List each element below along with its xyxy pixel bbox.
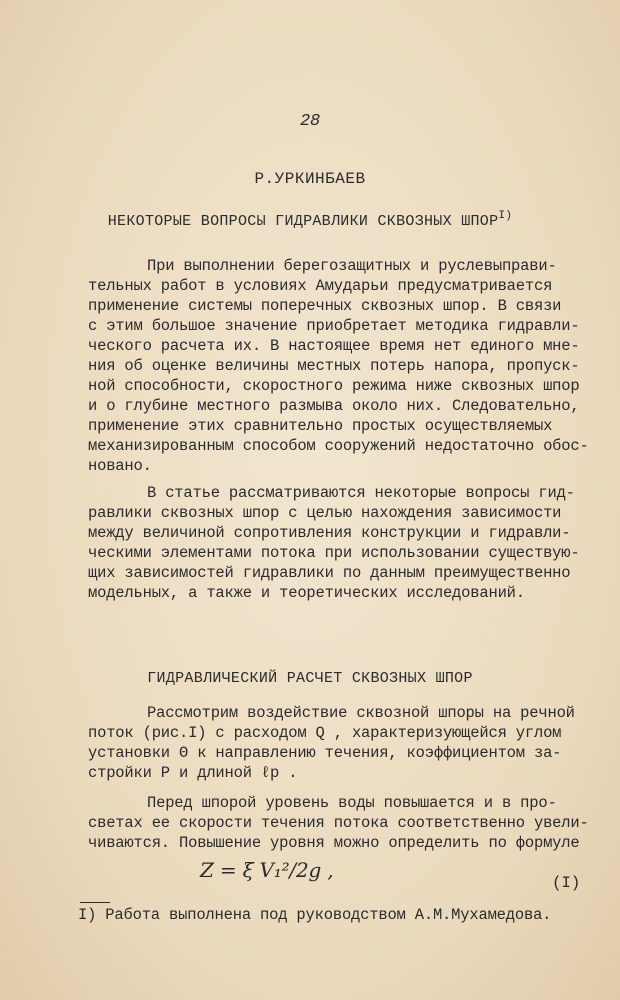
- para1-line: применение системы поперечных сквозных шпор. В связи: [88, 297, 562, 315]
- para1-line: применение этих сравнительно простых осуществляемых: [88, 417, 553, 435]
- para2-line: щих зависимостей гидравлики по данным преимущественно: [88, 564, 571, 582]
- footnote: I) Работа выполнена под руководством А.М.Мухамедова.: [78, 906, 552, 924]
- para1-line: ния об оценке величины местных потерь напора, пропуск-: [88, 357, 580, 375]
- formula: Z = ξ V₁²/2g ,: [200, 858, 334, 882]
- para2-line: равлики сквозных шпор с целью нахождения зависимости: [88, 504, 562, 522]
- para3-line: установки Θ к направлению течения, коэффициентом за-: [88, 744, 562, 762]
- para4-line: чиваются. Повышение уровня можно определить по формуле: [88, 834, 580, 852]
- para1-line: ческого расчета их. В настоящее время нет единого мне-: [88, 337, 580, 355]
- para1-line: новано.: [88, 457, 152, 475]
- para1-line: механизированным способом сооружений недостаточно обос-: [88, 437, 589, 455]
- para1-line: и о глубине местного размыва около них. Следовательно,: [88, 397, 580, 415]
- para3-line: поток (рис.I) с расходом Q , характеризующейся углом: [88, 724, 562, 742]
- formula-number: (I): [552, 874, 581, 892]
- article-title-text: НЕКОТОРЫЕ ВОПРОСЫ ГИДРАВЛИКИ СКВОЗНЫХ ШПОР: [107, 213, 499, 230]
- article-title: [0, 210, 620, 230]
- para1-line: При выполнении берегозащитных и руслевыправи-: [147, 257, 557, 275]
- footnote-divider: [80, 902, 110, 903]
- para4-line: Перед шпорой уровень воды повышается и в про-: [147, 794, 557, 812]
- author-name: Р.УРКИНБАЕВ: [254, 170, 366, 188]
- para1-line: с этим большое значение приобретает методика гидравли-: [88, 317, 580, 335]
- para2-line: ческими элементами потока при использовании существую-: [88, 544, 580, 562]
- section-title: ГИДРАВЛИЧЕСКИЙ РАСЧЕТ СКВОЗНЫХ ШПОР: [147, 670, 473, 687]
- para2-line: В статье рассматриваются некоторые вопросы гид-: [147, 484, 575, 502]
- para1-line: ной способности, скоростного режима ниже сквозных шпор: [88, 377, 580, 395]
- para2-line: модельных, а также и теоретических исследований.: [88, 584, 525, 602]
- para2-line: между величиной сопротивления конструкции и гидравли-: [88, 524, 571, 542]
- para3-line: стройки Р и длиной ℓр .: [88, 764, 298, 782]
- para1-line: тельных работ в условиях Амударьи предусматривается: [88, 277, 553, 295]
- page-number: 28: [299, 112, 320, 131]
- para3-line: Рассмотрим воздействие сквозной шпоры на речной: [147, 704, 575, 722]
- title-footnote-mark: I): [498, 210, 513, 222]
- para4-line: светах ее скорости течения потока соответственно увели-: [88, 814, 589, 832]
